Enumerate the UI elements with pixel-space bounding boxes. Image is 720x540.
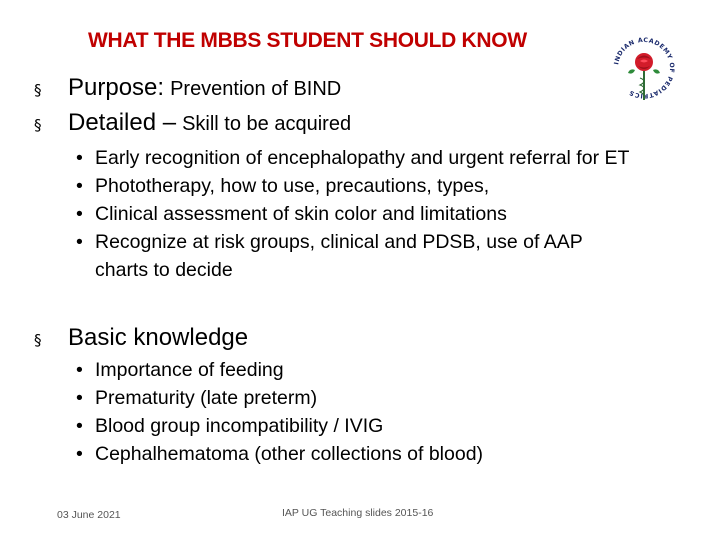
list-item-text: Clinical assessment of skin color and limitations xyxy=(95,203,507,225)
iap-logo xyxy=(606,28,682,108)
bullet-icon: • xyxy=(76,387,83,409)
skills-list xyxy=(76,144,696,284)
detailed-label: Detailed – xyxy=(68,109,177,136)
list-item-text: Phototherapy, how to use, precautions, types, xyxy=(95,175,490,197)
list-item xyxy=(76,144,696,172)
footer-source: IAP UG Teaching slides 2015-16 xyxy=(282,507,434,519)
bullet-icon: • xyxy=(76,175,83,197)
bullet-icon: • xyxy=(76,359,83,381)
list-item xyxy=(76,172,696,200)
section-bullet-icon: § xyxy=(34,116,42,134)
footer-date: 03 June 2021 xyxy=(57,509,121,521)
detailed-text: Skill to be acquired xyxy=(182,113,352,135)
svg-text:INDIAN ACADEMY OF PEDIATRICS: INDIAN ACADEMY OF PEDIATRICS xyxy=(613,36,676,100)
indian-academy-of-pediatrics-logo-icon xyxy=(606,28,682,108)
basic-knowledge-item xyxy=(34,324,248,352)
bullet-icon: • xyxy=(76,231,83,253)
purpose-item xyxy=(34,74,341,102)
list-item xyxy=(76,384,696,412)
section-bullet-icon: § xyxy=(34,331,42,349)
purpose-text: Prevention of BIND xyxy=(170,78,342,100)
detailed-item xyxy=(34,109,351,137)
list-item xyxy=(76,228,696,284)
bullet-icon: • xyxy=(76,203,83,225)
purpose-label: Purpose: xyxy=(68,74,165,101)
section-bullet-icon: § xyxy=(34,81,42,99)
bullet-icon: • xyxy=(76,147,83,169)
knowledge-list xyxy=(76,356,696,468)
list-item-text: Cephalhematoma (other collections of blood) xyxy=(95,443,484,465)
list-item xyxy=(76,440,696,468)
list-item xyxy=(76,412,696,440)
bullet-icon: • xyxy=(76,415,83,437)
basic-knowledge-label: Basic knowledge xyxy=(68,324,249,351)
list-item xyxy=(76,200,696,228)
list-item-text: Early recognition of encephalopathy and urgent referral for ET xyxy=(95,147,630,169)
list-item xyxy=(76,356,696,384)
list-item-text: Blood group incompatibility / IVIG xyxy=(95,415,384,437)
list-item-text: Prematurity (late preterm) xyxy=(95,387,318,409)
bullet-icon: • xyxy=(76,443,83,465)
list-item-text: Importance of feeding xyxy=(95,359,284,381)
slide-title: WHAT THE MBBS STUDENT SHOULD KNOW xyxy=(88,29,527,52)
list-item-text: Recognize at risk groups, clinical and PDSB, use of AAP charts to decide xyxy=(95,231,583,281)
